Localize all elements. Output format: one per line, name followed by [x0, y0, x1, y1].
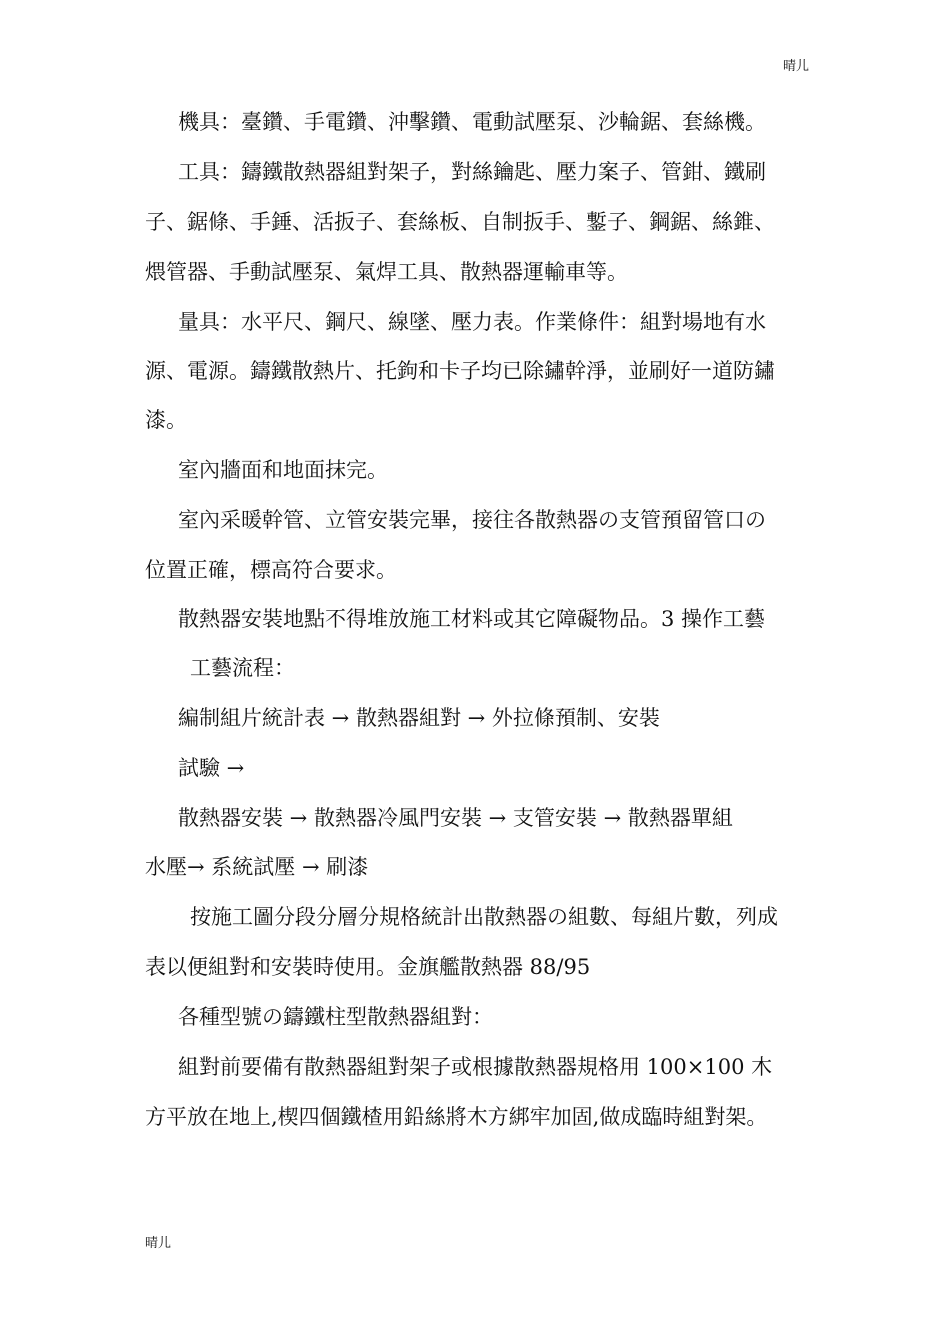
text-line: 工具：鑄鐵散熱器組對架子，對絲鑰匙、壓力案子、管鉗、鐵刷 [178, 160, 766, 184]
text-line: 量具：水平尺、鋼尺、線墜、壓力表。作業條件：組對場地有水 [178, 310, 766, 334]
text-line: 室內牆面和地面抹完。 [178, 458, 388, 482]
text-line: 漆。 [145, 408, 187, 432]
text-line: 散熱器安裝 → 散熱器冷風門安裝 → 支管安裝 → 散熱器單組 [178, 806, 733, 830]
text-line: 機具：臺鑽、手電鑽、沖擊鑽、電動試壓泵、沙輪鋸、套絲機。 [178, 110, 766, 134]
text-line: 各種型號の鑄鐵柱型散熱器組對： [178, 1005, 493, 1029]
text-line: 表以便組對和安裝時使用。金旗艦散熱器 88/95 [145, 955, 591, 979]
text-line: 室內采暖幹管、立管安裝完畢，接往各散熱器の支管預留管口の [178, 508, 766, 532]
text-line: 試驗 → [178, 756, 245, 780]
text-line: 按施工圖分段分層分規格統計出散熱器の組數、每組片數，列成 [190, 905, 778, 929]
page-header: 晴儿 [782, 59, 809, 74]
text-line: 散熱器安裝地點不得堆放施工材料或其它障礙物品。3 操作工藝 [178, 607, 766, 631]
text-line: 水壓→ 系統試壓 → 刷漆 [145, 855, 369, 879]
text-line: 煨管器、手動試壓泵、氣焊工具、散熱器運輸車等。 [145, 260, 628, 284]
text-line: 組對前要備有散熱器組對架子或根據散熱器規格用 100×100 木 [178, 1055, 773, 1079]
text-line: 位置正確，標高符合要求。 [145, 558, 397, 582]
text-line: 方平放在地上,楔四個鐵楂用鉛絲將木方綁牢加固,做成臨時組對架。 [145, 1105, 768, 1129]
text-line: 子、鋸條、手錘、活扳子、套絲板、自制扳手、鏨子、鋼鋸、絲錐、 [145, 210, 775, 234]
text-line: 工藝流程： [190, 656, 295, 680]
text-line: 編制組片統計表 → 散熱器組對 → 外拉條預制、安裝 [178, 706, 660, 730]
page-footer: 晴儿 [145, 1236, 172, 1251]
text-line: 源、電源。鑄鐵散熱片、托鉤和卡子均已除鏽幹淨，並刷好一道防鏽 [145, 359, 775, 383]
